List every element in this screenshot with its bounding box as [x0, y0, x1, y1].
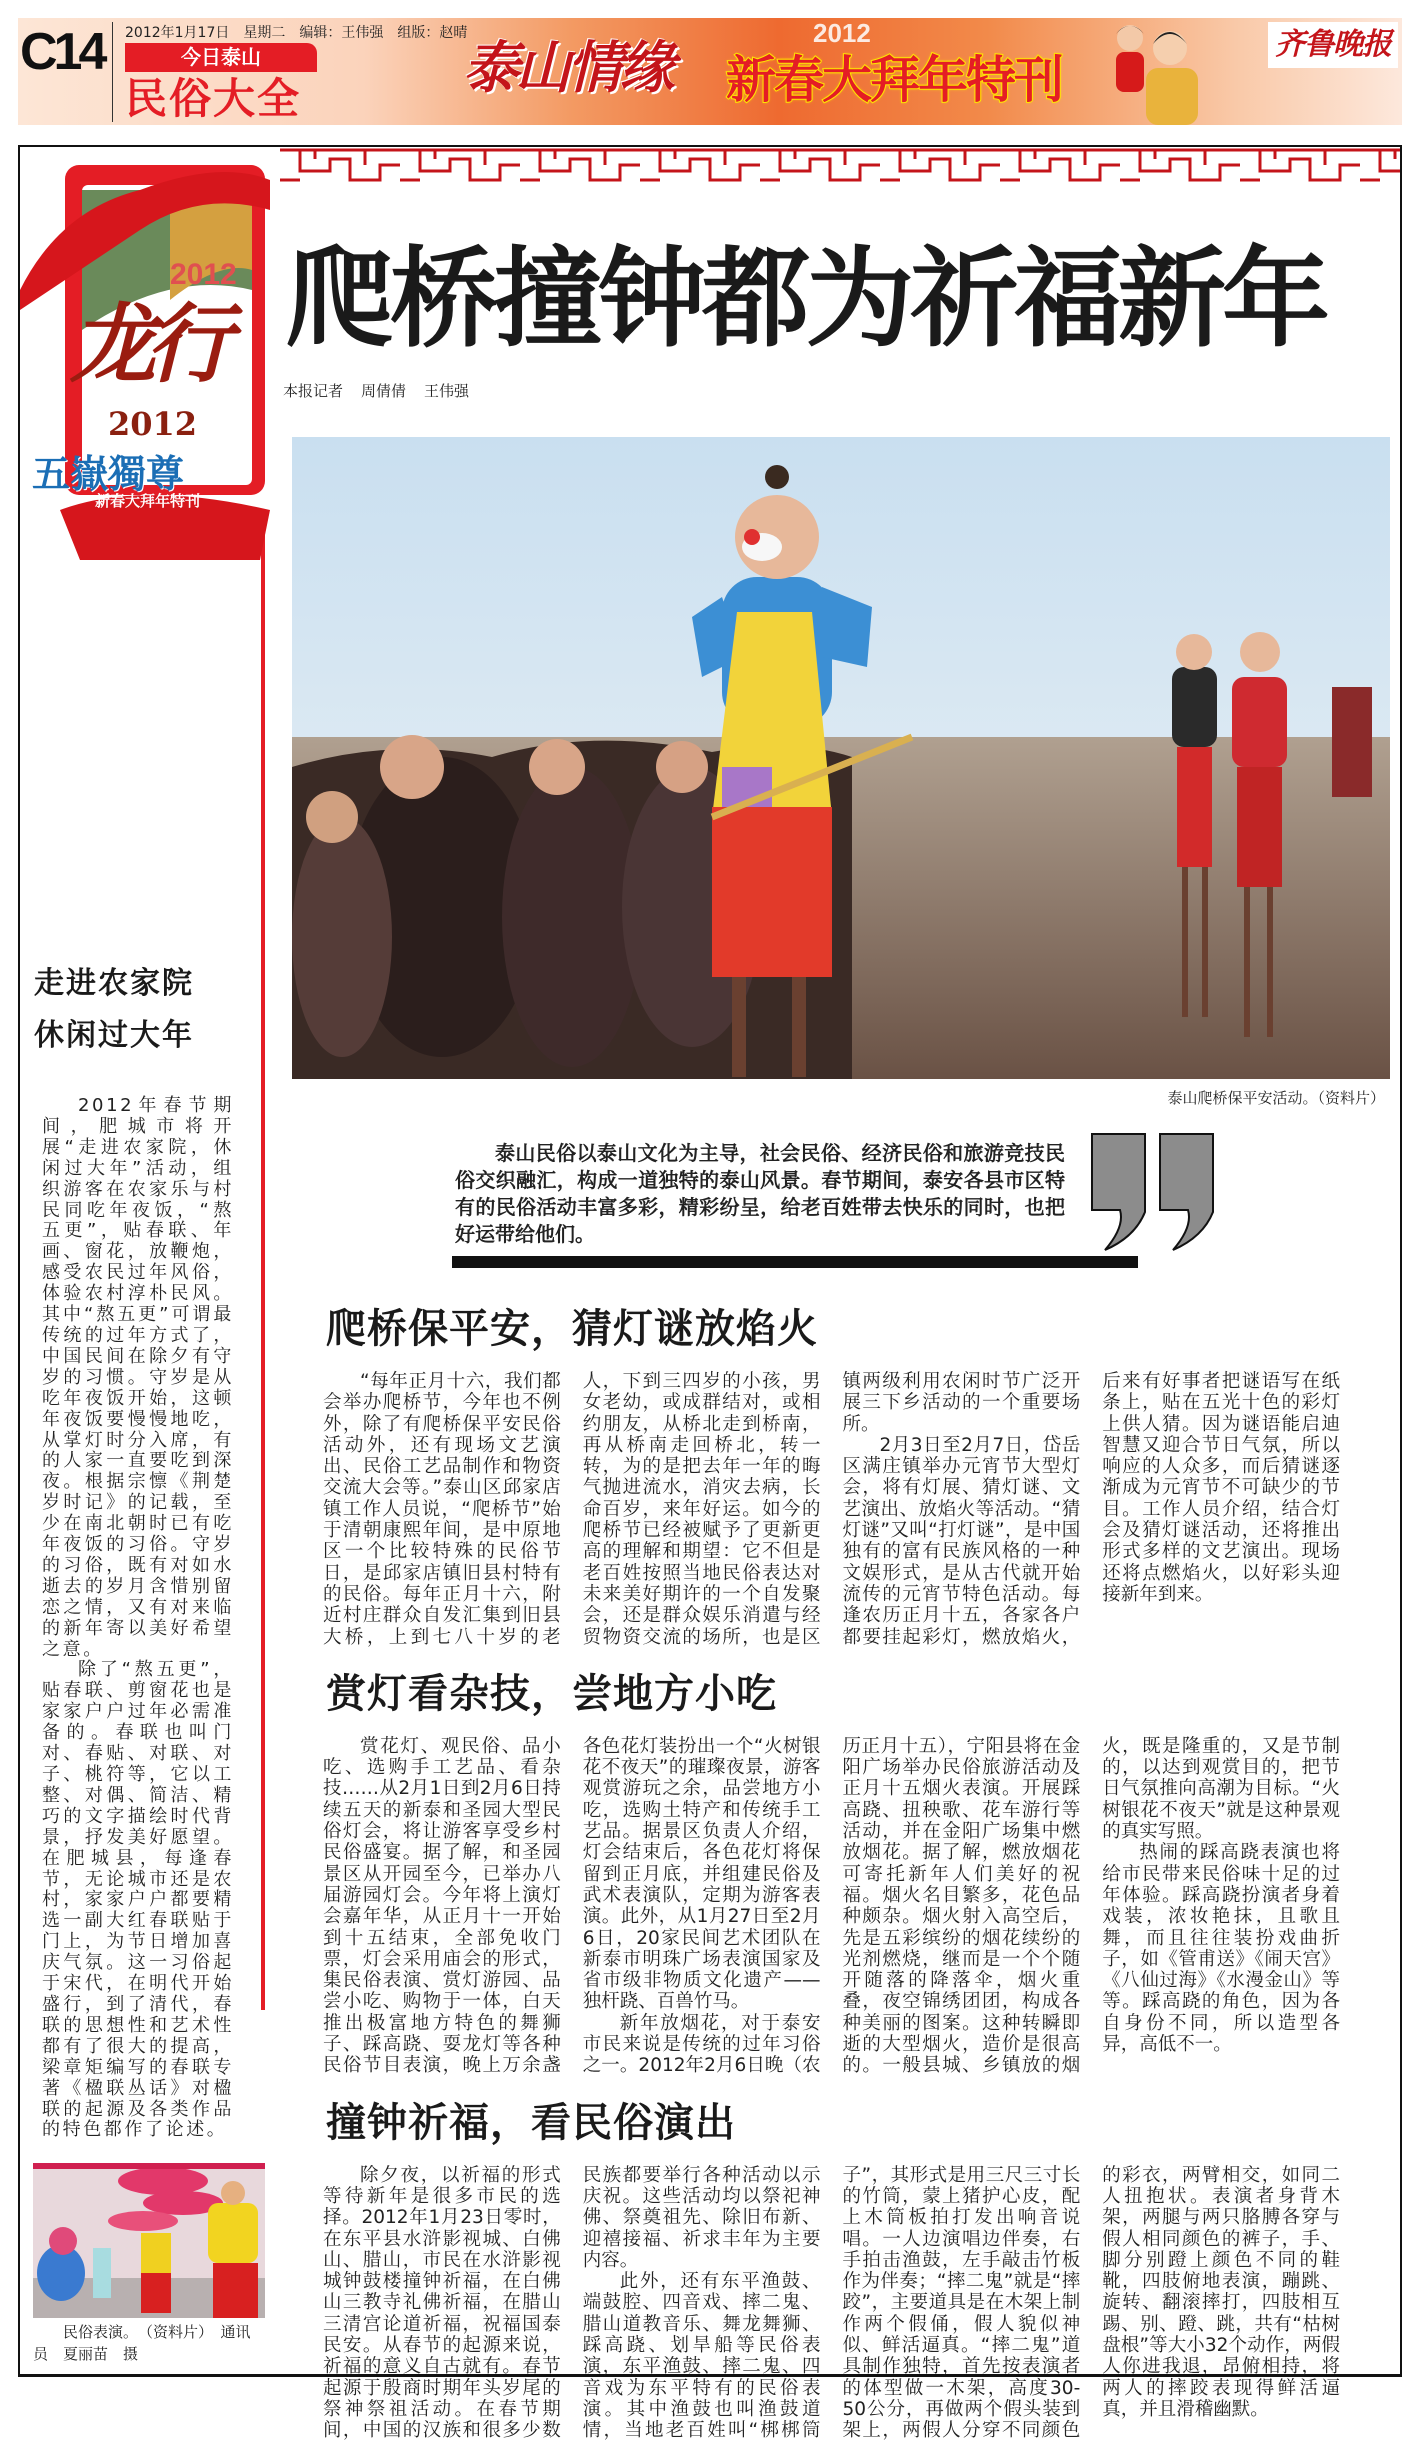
lattice-ornament: [280, 147, 1400, 183]
sidebar-heading-line: 走进农家院: [34, 966, 194, 1001]
section-body-2: [323, 1736, 1340, 2077]
page-number: C14: [20, 23, 104, 81]
byline-author: 王伟强: [424, 382, 470, 400]
paragraph: 此外，还有东平渔鼓、端鼓腔、四音戏、摔二鬼、腊山道教音乐、舞龙舞狮、踩高跷、划旱船等民俗表演，东平渔鼓、摔二鬼、四音戏为东平特有的民俗表演。其中渔鼓也叫渔鼓道情，当地老百姓叫“梆梆筒子”，其形式是用三尺三寸长的竹筒，蒙上猪护心皮，配上木筒板拍打发出响音说唱。一人边演唱边伴奏，右手拍击渔鼓，左手敲击竹板作为伴奏；“摔二鬼”就是“摔跤”，主要道具是在木架上制作两个假俑，假人貌似神似、鲜活逼真。“摔二鬼”道具制作独特，首先按表演者的体型做一木架，高度30-50公分，再做两个假头装到架上，两假人分穿不同颜色的彩衣，两臂相交，如同二人扭抱状。表演者身背木架，两腿与两只胳膊各穿与假人相同颜色的裤子，手、脚分别蹬上颜色不同的鞋靴，四肢俯地表演，蹦跳、旋转、翻滚摔打，四肢相互踢、别、蹬、跳，共有“枯树盘根”等大小32个动作，两假人你进我退，昂俯相持，将两人的摔跤表现得鲜活逼真，并且滑稽幽默。: [582, 2164, 1340, 2442]
banner-brand-calligraphy: 泰山情缘: [463, 35, 671, 101]
sidebar-heading: [34, 958, 194, 1062]
quote-mark-icon: [1090, 1132, 1220, 1252]
logo-brand: 五嶽獨尊: [32, 451, 185, 496]
banner-year: 2012: [813, 18, 871, 48]
section-heading-3: 撞钟祈福，看民俗演出: [326, 2099, 736, 2146]
logo-year-top: 2012: [170, 258, 237, 291]
main-photo-stilt-walkers: [292, 437, 1390, 1079]
sidebar-photo-caption: 民俗表演。 （资料片） 通讯员 夏丽苗 摄: [33, 2323, 251, 2364]
article-headline: 爬桥撞钟都为祈福新年: [286, 237, 1327, 362]
paragraph: “每年正月十六，我们都会举办爬桥节，今年也不例外，除了有爬桥保平安民俗活动外，还有现场文艺演出、民俗工艺品制作和物资交流大会等。”泰山区邱家店镇工作人员说，“爬桥节”始于清朝康熙年间，是中原地区一个比较特殊的民俗节日，是邱家店镇旧县村特有的民俗。每年正月十六，附近村庄群众自发汇集到旧县大桥，上到七八十岁的老人，下到三四岁的小孩，男女老幼，或成群结对，或相约朋友，从桥北走到桥南，再从桥南走回桥北，转一转，为的是把去年一年的晦气抛进流水，消灾去病，长命百岁，来年好运。如今的爬桥节已经被赋予了更新更高的理解和期望：它不但是老百姓按照当地民俗表达对未来美好期许的一个自发聚会，还是群众娱乐消遣与经贸物资交流的场所，也是区镇两级利用农闲时节广泛开展三下乡活动的一个重要场所。: [323, 1371, 1081, 1648]
frame-right: [1400, 145, 1402, 2376]
paragraph: 除了“熬五更”，贴春联、剪窗花也是家家户户过年必需准备的。春联也叫门对、春贴、对联、对子、桃符等，它以工整、对偶、简洁、精巧的文字描绘时代背景，抒发美好愿望。在肥城县，每逢春节，无论城市还是农村，家家户户都要精选一副大红春联贴于门上，为节日增加喜庆气氛。这一习俗起于宋代，在明代开始盛行，到了清代，春联的思想性和艺术性都有了很大的提高，梁章矩编写的春联专著《楹联丛话》对楹联的起源及各类作品的特色都作了论述。: [42, 1659, 234, 2141]
section-body-1: [323, 1371, 1340, 1648]
logo-year: 2012: [108, 405, 198, 443]
special-issue-logo: [20, 150, 275, 560]
paragraph: 2012年春节期间，肥城市将开展“走进农家院，休闲过大年”活动，组织游客在农家乐与村民同吃年夜饭，“熬五更”，贴春联、年画、窗花，放鞭炮，感受农民过年风俗，体验农村淳朴民风。其中“熬五更”可谓最传统的过年方式了，中国民间在除夕有守岁的习惯。守岁是从吃年夜饭开始，这顿年夜饭要慢慢地吃，从掌灯时分入席，有的人家一直要吃到深夜。根据宗懔《荆楚岁时记》的记载，至少在南北朝时已有吃年夜饭的习俗。守岁的习俗，既有对如水逝去的岁月含惜别留恋之情，又有对来临的新年寄以美好希望之意。: [42, 1095, 234, 1660]
logo-main-calligraphy: 龙行: [70, 294, 222, 395]
date-editor-line: 2012年1月17日 星期二 编辑：王伟强 组版：赵晴: [125, 25, 468, 41]
photo-caption: 泰山爬桥保平安活动。（资料片）: [1167, 1089, 1385, 1107]
logo-subtitle: 新春大拜年特刊: [95, 492, 201, 510]
paragraph: 除夕夜，以祈福的形式等待新年是很多市民的选择。2012年1月23日零时，在东平县水浒影视城、白佛山、腊山，市民在水浒影视城钟鼓楼撞钟祈福，在白佛山三教寺礼佛祈福，在腊山三清宫论道祈福，祝福国泰民安。从春节的起源来说，祈福的意义自古就有。春节起源于殷商时期年头岁尾的祭神祭祖活动。在春节期间，中国的汉族和很多少数民族都要举行各种活动以示庆祝。这些活动均以祭祀神佛、祭奠祖先、除旧布新、迎禧接福、祈求丰年为主要内容。: [323, 2164, 821, 2442]
newspaper-masthead: 齐鲁晚报: [1268, 22, 1398, 68]
children-illustration: [1098, 18, 1208, 125]
sidebar-photo-folk-performance: [33, 2163, 265, 2318]
byline-role: 本报记者: [283, 382, 344, 400]
sidebar: [33, 1096, 265, 2365]
byline: [283, 380, 487, 401]
page-header-banner: [18, 18, 1402, 125]
article-body: [323, 1305, 1340, 2463]
paragraph: 新年放烟花，对于泰安市民来说是传统的过年习俗之一。2012年2月6日晚（农历正月十五），宁阳县将在金阳广场举办民俗旅游活动及正月十五烟火表演。开展踩高跷、扭秧歌、花车游行等活动，并在金阳广场集中燃放烟花。据了解，燃放烟花可寄托新年人们美好的祝福。烟火名目繁多，花色品种颇杂。烟火射入高空后，先是五彩缤纷的烟花续纷的光剂燃烧，继而是一个个随开随落的降落伞，烟火重叠，夜空锦绣团团，构成各种美丽的图案。这种转瞬即逝的大型烟火，造价是很高的。一般县城、乡镇放的烟火，既是隆重的，又是节制的，以达到观赏目的，把节日气氛推向高潮为目标。“火树银花不夜天”就是这种景观的真实写照。: [582, 1735, 1340, 2077]
section-heading-1: 爬桥保平安，猜灯谜放焰火: [326, 1306, 818, 1352]
intro-rule: [452, 1256, 1138, 1268]
paragraph: 热闹的踩高跷表演也将给市民带来民俗味十足的过年体验。踩高跷扮演者身着戏装，浓妆艳抹，且歌且舞，而且往往装扮戏曲折子，如《管甫送》《闹天宫》《八仙过海》《水漫金山》等等。踩高跷的角色，因为各自身份不同，所以造型各异，高低不一。: [1102, 1842, 1340, 2056]
section-heading-2: 赏灯看杂技，尝地方小吃: [326, 1670, 777, 1717]
section-label: 今日泰山: [125, 43, 317, 72]
header-divider: [112, 22, 113, 122]
sidebar-heading-line: 休闲过大年: [34, 1018, 194, 1053]
section-body-3: [323, 2165, 1340, 2442]
byline-author: 周倩倩: [361, 382, 407, 400]
section-title: 民俗大全: [125, 74, 302, 123]
paragraph: 赏花灯、观民俗、品小吃、选购手工艺品、看杂技……从2月1日到2月6日持续五天的新泰和圣园大型民俗灯会，将让游客享受乡村民俗盛宴。据了解，和圣园景区从开园至今，已举办八届游园灯会。今年将上演灯会嘉年华，从正月十一开始到十五结束，全部免收门票，灯会采用庙会的形式，集民俗表演、赏灯游园、品尝小吃、购物于一体，白天推出极富地方特色的舞狮子、踩高跷、耍龙灯等各种民俗节目表演，晚上万余盏各色花灯装扮出一个“火树银花不夜天”的璀璨夜景，游客观赏游玩之余，品尝地方小吃，选购土特产和传统手工艺品。据景区负责人介绍，灯会结束后，各色花灯将保留到正月底，并组建民俗及武术表演队，定期为游客表演。此外，从1月27日至2月6日，20家民间艺术团队在新泰市明珠广场表演国家及省市级非物质文化遗产——独杆跷、百兽竹马。: [323, 1735, 821, 2077]
article-intro: 泰山民俗以泰山文化为主导，社会民俗、经济民俗和旅游竞技民俗交织融汇，构成一道独特的泰山风景。春节期间，泰安各县市区特有的民俗活动丰富多彩，精彩纷呈，给老百姓带去快乐的同时，也把好运带给他们。: [455, 1141, 1065, 1246]
sidebar-body: [42, 1096, 234, 2141]
paragraph: 2月3日至2月7日，岱岳区满庄镇举办元宵节大型灯会，将有灯展、猜灯谜、文艺演出、放焰火等活动。“猜灯谜”又叫“打灯谜”，是中国独有的富有民族风格的一种文娱形式，是从古代就开始流传的元宵节特色活动。每逢农历正月十五，各家各户都要挂起彩灯，燃放焰火，后来有好事者把谜语写在纸条上，贴在五光十色的彩灯上供人猜。因为谜语能启迪智慧又迎合节日气氛，所以响应的人众多，而后猜谜逐渐成为元宵节不可缺少的节目。工作人员介绍，结合灯会及猜灯谜活动，还将推出形式多样的文艺演出。现场还将点燃焰火，以好彩头迎接新年到来。: [842, 1371, 1340, 1648]
banner-title: 新春大拜年特刊: [726, 51, 1062, 109]
